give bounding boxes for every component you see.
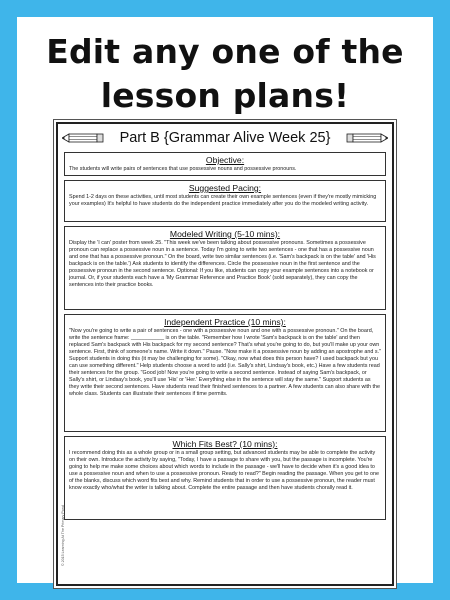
section-body: Spend 1-2 days on these activities, until most students can create their own example sentences (even if they're mostly mimicking your examples) It's helpful to have students do the independent practice immediately after you do the modeled writing activity. <box>69 194 377 207</box>
section-heading: Which Fits Best? (10 mins): <box>172 439 278 449</box>
section-suggested-pacing <box>64 180 386 222</box>
section-body: I recommend doing this as a whole group or in a small group setting, but advanced students may be able to complete the activity on their own. Introduce the activity by saying, "Today, I have a passage to share with you, but the passage is incomplete. You're going to help me make some choices about which words to include in the passage - we'll have to decide when it's a good idea to use a possessive noun and when to use a possessive pronoun. Ready to read?" Begin reading the passage. When you get to one of the blanks, discuss which word fits best and why. Remind students that in order to use a possessive pronoun, the reader must know exactly who/what the writer is talking about. Complete the entire passage and then have students chorally read it. <box>69 450 379 491</box>
lesson-plan-sheet <box>56 122 394 586</box>
copyright-text: © 2015 Learning At The Primary Pond <box>61 505 65 566</box>
section-heading: Objective: <box>205 155 245 165</box>
headline <box>17 30 433 118</box>
section-body: The students will write pairs of sentences that use possessive nouns and possessive pronouns. <box>69 166 297 172</box>
section-modeled-writing <box>64 226 386 310</box>
section-heading: Suggested Pacing: <box>188 183 262 193</box>
title-row <box>62 128 388 148</box>
headline-line-2: lesson plans! <box>100 76 350 115</box>
pencil-left-icon <box>62 133 104 143</box>
sheet-title: Part B {Grammar Alive Week 25} <box>119 130 331 146</box>
pencil-right-icon <box>346 133 388 143</box>
section-heading: Modeled Writing (5-10 mins): <box>169 229 281 239</box>
section-body: Display the 'I can' poster from week 25. "This week we've been talking about possessive pronouns. Sometimes a possessive pronoun can replace a possessive noun in a sentence. Today I'm going to write two sentences - one that has a possessive noun and one that has a possessive pronoun." On the board, write two similar sentences (i.e. 'Sam's backpack is on the table' and 'His backpack is on the table.') Ask students to identify the differences. Circle the possessive noun in the first sentence and the possessive pronoun in the second sentence. Optional: If you like, students can copy your example sentences into a notebook or journal. Or, if your students each have a 'My Grammar Reference and Practice Book' (sold separately), they can copy the sentences into their practice books. <box>69 240 376 288</box>
section-body: "Now you're going to write a pair of sentences - one with a possessive noun and one with a possessive pronoun." On the board, write the sentence frame: ___________ is on the table. "Remember how I wrote 'Sam's backpack is on the table' and then replaced Sam's backpack with His backpack for my second sentence? That's what you're going to do, but you'll make up your own sentence. First, think of someone's name. Write it down." Pause. "Now make it a possessive noun by adding an apostrophe and s." Support students in doing this (it may be challenging for some). "Okay, now what does this person have? I used backpack but you can use something different." Help students choose a word to add (i.e. Sally's shirt, Lindsay's book, etc.) Have a few students read their sentences for the group. "Good job! Now you're going to write a second sentence. Instead of saying Sam's backpack, or Sally's shirt, or Lindsay's book, you'll use 'His' or 'Her.' Everything else in the sentence will stay the same." Support students as they write their second sentences. Have students read their finished sentences to a partner. A few students can also share with the whole class. Students can illustrate their sentences if time permits. <box>69 328 382 397</box>
section-which-fits-best <box>64 436 386 520</box>
section-heading: Independent Practice (10 mins): <box>164 317 286 327</box>
headline-line-1: Edit any one of the <box>46 32 404 71</box>
section-independent-practice <box>64 314 386 432</box>
section-objective <box>64 152 386 176</box>
